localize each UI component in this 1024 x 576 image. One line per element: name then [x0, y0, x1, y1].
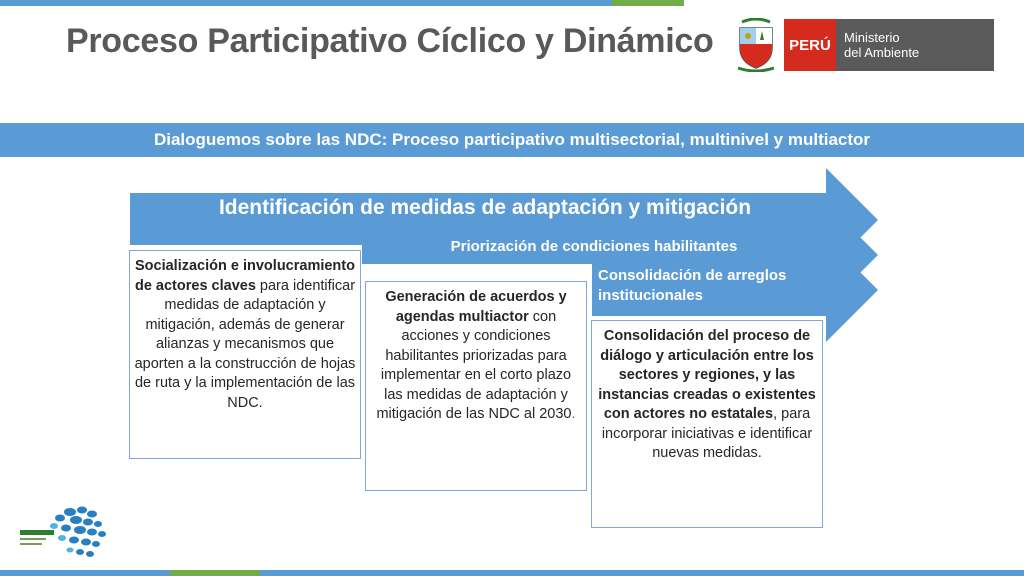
- arrow-1-label: Identificación de medidas de adaptación y mitigación: [218, 196, 752, 219]
- bottom-accent-bar-green: [170, 570, 260, 576]
- stage-2-bold-text: Generación de acuerdos y agendas multiactor: [385, 289, 567, 325]
- stage-2-description: [365, 281, 587, 491]
- stage-3-description: [591, 320, 823, 528]
- stage-3-bold-text: Consolidación del proceso de diálogo y articulación entre los sectores y regiones, y las instancias creadas o existentes con actores no estatales: [598, 328, 816, 422]
- stage-1-text: para identificar medidas de adaptación y mitigación, además de generar alianzas y mecanismos que aporten a la construcción de hojas de ruta y la implementación de las NDC.: [134, 277, 356, 411]
- stage-3-text: , para incorporar iniciativas e identificar nuevas medidas.: [601, 406, 813, 461]
- stage-2-end-mark: .: [571, 406, 576, 422]
- ministry-line-2: del Ambiente: [844, 45, 920, 60]
- stage-2-text: con acciones y condiciones habilitantes priorizadas para implementar en el corto plazo las medidas de adaptación y mitigación de las NDC al 2030: [376, 308, 572, 422]
- ministry-line-1: Ministerio: [844, 30, 900, 45]
- stage-1-bold-text: Socialización e involucramiento de actores claves: [134, 258, 355, 294]
- subtitle-banner: Dialoguemos sobre las NDC: Proceso participativo multisectorial, multinivel y multiactor: [0, 123, 1024, 157]
- slide-title: Proceso Participativo Cíclico y Dinámico: [66, 22, 714, 60]
- peru-label-box: PERÚ: [784, 19, 836, 71]
- stage-1-description: [129, 250, 361, 459]
- bottom-accent-bar-blue: [0, 570, 1024, 576]
- arrow-3-label: Consolidación de arreglos institucionales: [598, 267, 787, 304]
- arrow-2-label: Priorización de condiciones habilitantes: [450, 238, 738, 255]
- dialoguemos-logo-icon: [18, 500, 110, 566]
